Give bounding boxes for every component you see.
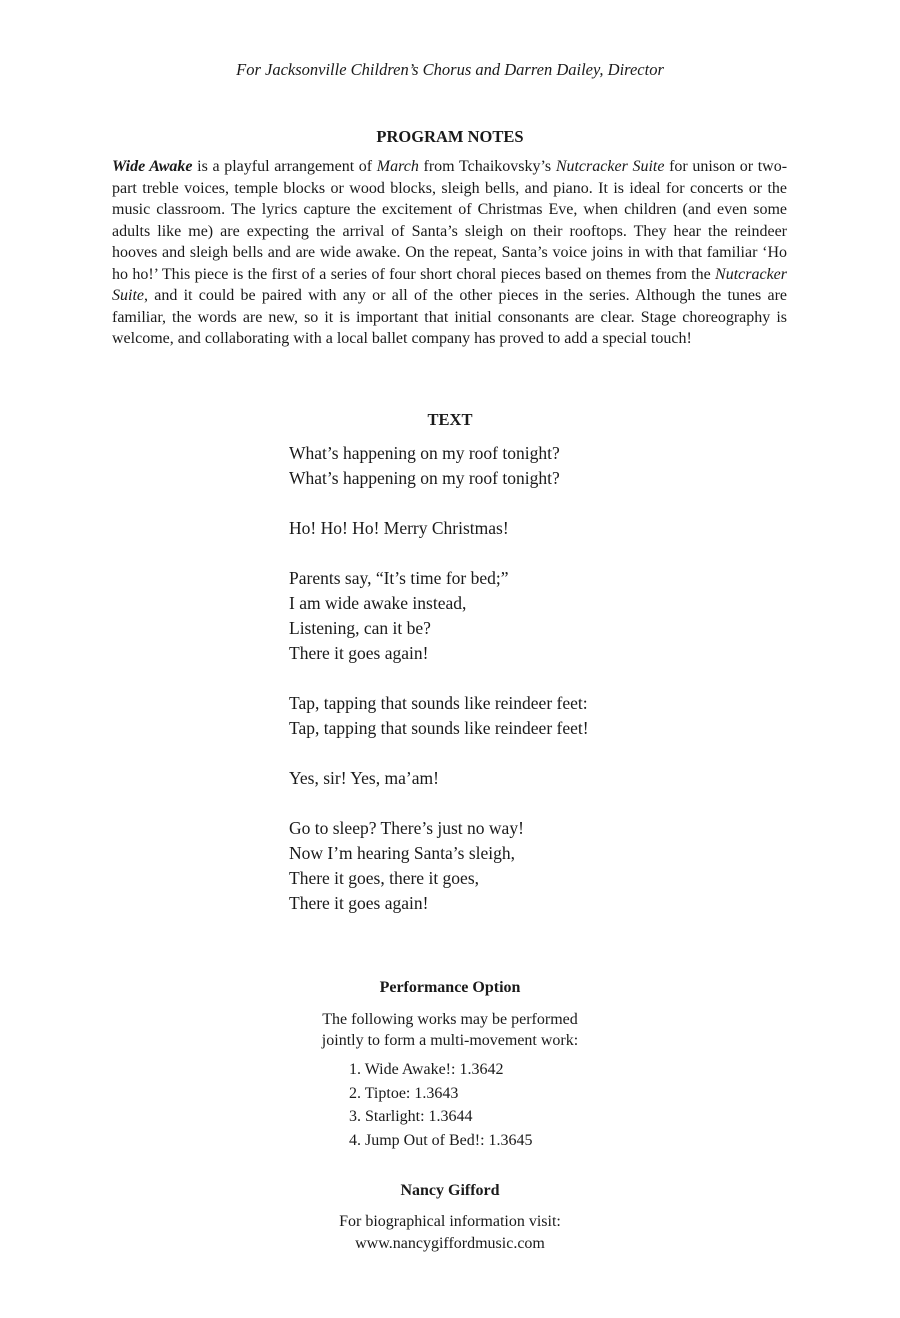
lyric-line: There it goes, there it goes, [289,868,480,888]
lyric-line: Now I’m hearing Santa’s sleigh, [289,843,515,863]
lyric-line: There it goes again! [289,893,429,913]
piece-title: Wide Awake [112,158,193,175]
performance-option-intro [0,1009,900,1051]
notes-text-3: for unison or two-part treble voices, temple blocks or wood blocks, sleigh bells, and piano. It is ideal for concerts or the music classroom. The lyrics capture the excitement of Christmas Eve, when children (and even some adults like me) are expecting the arrival of Santa’s sleigh on their rooftops. They hear the reindeer hooves and sleigh bells and are wide awake. On the repeat, Santa’s voice joins in with that familiar ‘Ho ho ho!’ This piece is the first of a series of four short choral pieces based on themes from the [112,158,788,283]
work-item: 3. Starlight: 1.3644 [349,1108,473,1125]
lyric-line: What’s happening on my roof tonight? [289,443,560,463]
lyric-stanza [289,441,589,491]
bio-text: For biographical information visit: [339,1213,561,1230]
lyric-line: Go to sleep? There’s just no way! [289,818,524,838]
notes-text-1: is a playful arrangement of [192,158,377,175]
lyric-line: Yes, sir! Yes, ma’am! [289,768,439,788]
program-notes-heading: PROGRAM NOTES [376,127,524,146]
work-item: 2. Tiptoe: 1.3643 [349,1084,459,1102]
lyric-line: There it goes again! [289,643,429,663]
intro-line: The following works may be performed [322,1011,578,1028]
suite-title-2: Nutcracker Suite [112,265,787,304]
performance-option-heading: Performance Option [379,979,521,996]
march-title: March [376,158,419,175]
composer-bio [0,1211,900,1255]
website-link[interactable]: www.nancygiffordmusic.com [355,1235,545,1252]
dedication: For Jacksonville Children’s Chorus and Darren Dailey, Director [236,60,664,79]
lyric-line: Parents say, “It’s time for bed;” [289,568,509,588]
lyric-stanza [289,816,589,916]
lyric-line: What’s happening on my roof tonight? [289,468,560,488]
lyric-line: Tap, tapping that sounds like reindeer feet: [289,693,588,713]
notes-text-4: , and it could be paired with any or all of the other pieces in the series. Although the tunes are familiar, the words are new, so it is important that initial consonants are clear. Stage choreography is welcome, and collaborating with a local ballet company has proved to add a special touch! [112,287,787,347]
lyric-line: I am wide awake instead, [289,593,467,613]
program-notes-paragraph [112,156,787,350]
suite-title: Nutcracker Suite [555,158,665,175]
lyric-line: Listening, can it be? [289,618,431,638]
lyrics [289,441,589,916]
work-item: 4. Jump Out of Bed!: 1.3645 [349,1131,533,1149]
lyric-stanza [289,566,589,666]
lyric-line: Ho! Ho! Ho! Merry Christmas! [289,518,509,538]
composer-name: Nancy Gifford [400,1182,500,1199]
lyric-stanza [289,691,589,741]
notes-text-2: from Tchaikovsky’s [418,158,556,175]
intro-line: jointly to form a multi-movement work: [321,1032,579,1049]
lyric-stanza [289,766,589,791]
lyric-stanza [289,516,589,541]
works-list [349,1058,533,1152]
lyric-line: Tap, tapping that sounds like reindeer feet! [289,718,589,738]
work-item: 1. Wide Awake!: 1.3642 [349,1061,504,1078]
text-heading: TEXT [427,410,473,429]
